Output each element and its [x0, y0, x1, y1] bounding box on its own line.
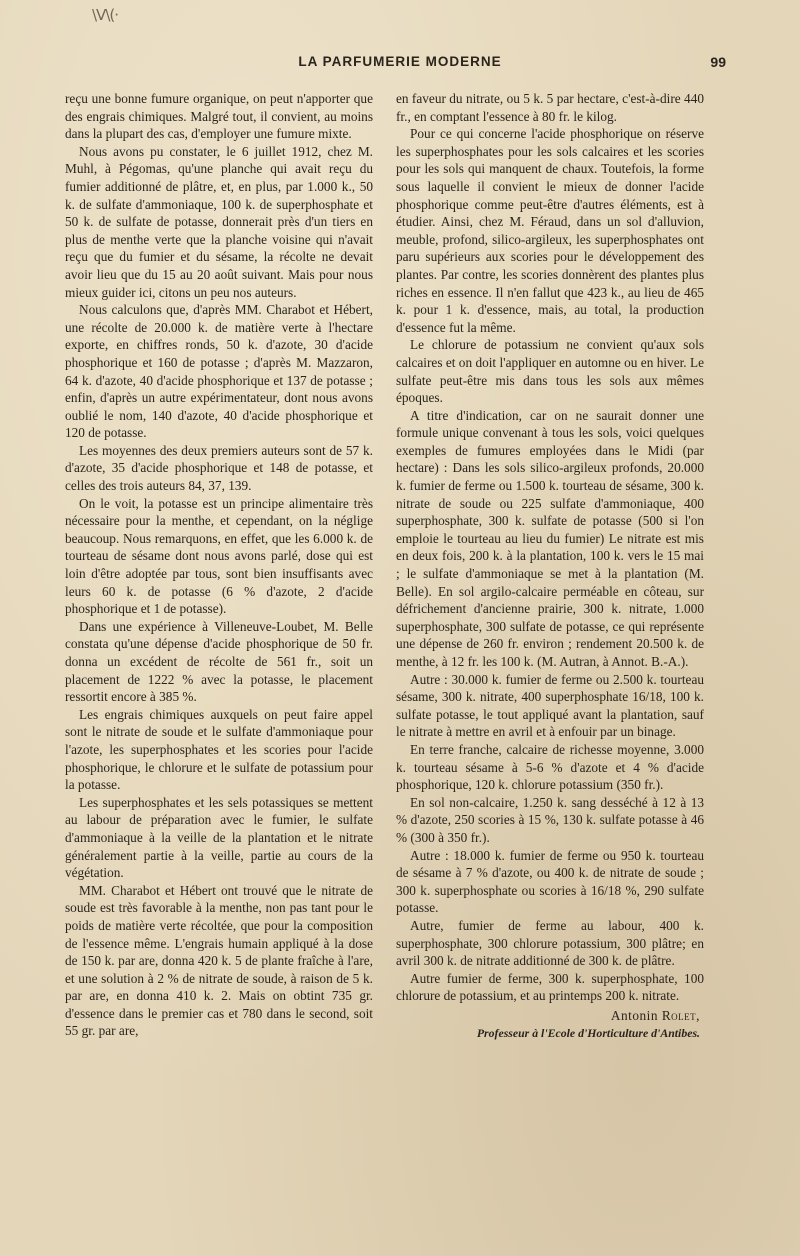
left-column: [65, 90, 373, 1040]
paragraph: Les engrais chimiques auxquels on peut faire appel sont le nitrate de soude et le sulfate d'ammoniaque pour l'azote, les superphosphates et les scories pour l'acide phosphorique, le chlorure et le sulfate de potassium pour la potasse.: [65, 706, 373, 793]
journal-title: LA PARFUMERIE MODERNE: [298, 54, 502, 69]
paragraph: MM. Charabot et Hébert ont trouvé que le nitrate de soude est très favorable à la menthe, non pas tant pour le poids de matière verte récoltée, que pour la composition de l'essence même. L'engrais humain appliqué à la dose de 150 k. par are, donna 420 k. 5 de plante fraîche à l'are, et une solution à 2 % de nitrate de soude, à raison de 5 k. par are, en donna 410 k. 2. Mais on obtint 735 gr. d'essence dans le premier cas et 780 dans le second, soit 55 gr. par are,: [65, 882, 373, 1039]
handwritten-mark: \V\(·: [92, 6, 118, 24]
paragraph: Nous avons pu constater, le 6 juillet 1912, chez M. Muhl, à Pégomas, qu'une planche qui avait reçu du fumier additionné de plâtre, et, en plus, par 1.000 k., 50 k. de sulfate d'ammoniaque, 100 k. de superphosphate et 50 k. de sulfate de potasse, donnerait près d'un tiers en plus de menthe verte que la planche voisine qui n'avait reçu que du fumier et du sésame, la récolte ne devait avoir lieu que du 15 au 20 août suivant. Mais pour nous mieux guider ici, citons un peu nos auteurs.: [65, 143, 373, 300]
paragraph: en faveur du nitrate, ou 5 k. 5 par hectare, c'est-à-dire 440 fr., en comptant l'essence à 80 fr. le kilog.: [396, 91, 704, 124]
author-name: [611, 1008, 700, 1023]
author-first-name: Antonin: [610, 1007, 658, 1023]
page-number: 99: [710, 54, 726, 70]
paragraph: Les superphosphates et les sels potassiques se mettent au labour de préparation avec le fumier, le sulfate d'ammoniaque à la veille de la plantation et le nitrate généralement partie à la veille, partie au cours de la végétation.: [65, 794, 373, 881]
paragraph: Le chlorure de potassium ne convient qu'aux sols calcaires et on doit l'appliquer en automne ou en hiver. Le sulfate peut-être mis dans tous les sols aux mêmes époques.: [396, 337, 704, 406]
author-affiliation: Professeur à l'Ecole d'Horticulture d'Antibes.: [476, 1026, 700, 1041]
author-signature: [396, 1007, 704, 1043]
paragraph: En sol non-calcaire, 1.250 k. sang desséché à 12 à 13 % d'azote, 250 scories à 15 %, 130 k. sulfate potasse à 46 % (300 à 350 fr.).: [396, 794, 704, 845]
paragraph: Pour ce qui concerne l'acide phosphorique on réserve les superphosphates pour les sols calcaires et les scories pour les sols qui manquent de chaux. Toutefois, la forme sous laquelle il convient le mieux de donner l'acide phosphorique comme peut-être d'autres éléments, est à étudier. Ainsi, chez M. Féraud, dans un sol d'alluvion, meuble, profond, silico-argileux, les superphosphates ont paru supérieurs aux scories pour le développement des plantes. Par contre, les scories donnèrent des plantes plus riches en essence. Il n'en fallut que 423 k., au lieu de 465 k. pour 1 k. d'essence, mais, au total, la production d'essence fut la même.: [396, 126, 704, 335]
paragraph: reçu une bonne fumure organique, on peut n'apporter que des engrais chimiques. Malgré tout, il convient, au moins dans la plupart des cas, d'employer une fumure mixte.: [65, 91, 373, 142]
paragraph: Les moyennes des deux premiers auteurs sont de 57 k. d'azote, 35 d'acide phosphorique et 148 de potasse, et celles des trois auteurs 84, 37, 139.: [65, 442, 373, 494]
paragraph: Autre : 18.000 k. fumier de ferme ou 950 k. tourteau de sésame à 7 % d'azote, ou 400 k. de nitrate de soude ; 300 k. superphosphate ou scories à 16/18 %, 290 sulfate potasse.: [396, 847, 704, 916]
paragraph: On le voit, la potasse est un principe alimentaire très nécessaire pour la menthe, et cependant, on la néglige beaucoup. Nous remarquons, en effet, que les 6.000 k. de tourteau de sésame dont nous avons parlé, dose qui est loin d'être adoptée par tous, sont bien insuffisants avec leurs 60 k. de potasse (6 % d'azote, 2 d'acide phosphorique et 1 de potasse).: [65, 495, 373, 617]
running-head: [60, 54, 740, 78]
right-column: [396, 90, 704, 1043]
paragraph: Dans une expérience à Villeneuve-Loubet, M. Belle constata qu'une dépense d'acide phosphorique de 50 fr. donna un excédent de récolte de 561 fr., soit un placement de 1222 % avec la potasse, le placement ressortit encore à 385 %.: [65, 618, 373, 705]
paragraph: Autre fumier de ferme, 300 k. superphosphate, 100 chlorure de potassium, et au printemps 200 k. nitrate.: [396, 970, 704, 1004]
paragraph: Nous calculons que, d'après MM. Charabot et Hébert, une récolte de 20.000 k. de matière verte à l'hectare exporte, en chiffres ronds, 50 k. d'azote, 30 d'acide phosphorique et 160 de potasse ; d'après M. Mazzaron, 64 k. d'azote, 40 d'acide phosphorique et 137 de potasse ; enfin, d'après un autre expérimentateur, dont nous avons oublié le nom, 140 d'azote, 40 d'acide phosphorique et 120 de potasse.: [65, 302, 373, 441]
paragraph: A titre d'indication, car on ne saurait donner une formule unique convenant à tous les sols, voici quelques exemples de fumures employées dans le Midi (par hectare) : Dans les sols silico-argileux profonds, 20.000 k. fumier de ferme ou 1.500 k. tourteau de sésame, 300 k. nitrate de soude ou 225 sulfate d'ammoniaque, 400 superphosphate, 300 k. sulfate de potasse (500 si l'on emploie le tourteau au lieu du fumier) Le nitrate est mis en deux fois, 200 k. à la plantation, 100 k. vers le 15 mai ; le sulfate d'ammoniaque se met à la plantation (M. Belle). En sol argilo-calcaire perméable en côteau, sur défrichement d'ancienne prairie, 300 k. nitrate, 1.000 superphosphate, 300 sulfate de potasse, ce qui représente une dépense de 260 fr. environ ; rendement 20.500 k. de menthe, à 12 fr. les 100 k. (M. Autran, à Annot. B.-A.).: [396, 407, 704, 669]
paragraph: En terre franche, calcaire de richesse moyenne, 3.000 k. tourteau sésame à 5-6 % d'azote et 4 % d'acide phosphorique, 120 k. chlorure potassium (350 fr.).: [396, 741, 704, 793]
author-last-name: Rolet,: [661, 1007, 700, 1023]
paragraph: Autre : 30.000 k. fumier de ferme ou 2.500 k. tourteau sésame, 300 k. nitrate, 400 superphosphate 16/18, 100 k. sulfate potasse, le tout appliqué avant la plantation, sauf le nitrate à mettre en avril et à enfouir par un binage.: [396, 671, 704, 740]
paragraph: Autre, fumier de ferme au labour, 400 k. superphosphate, 300 chlorure potassium, 300 plâtre; en avril 300 k. de nitrate additionné de 300 k. de plâtre.: [396, 917, 704, 969]
